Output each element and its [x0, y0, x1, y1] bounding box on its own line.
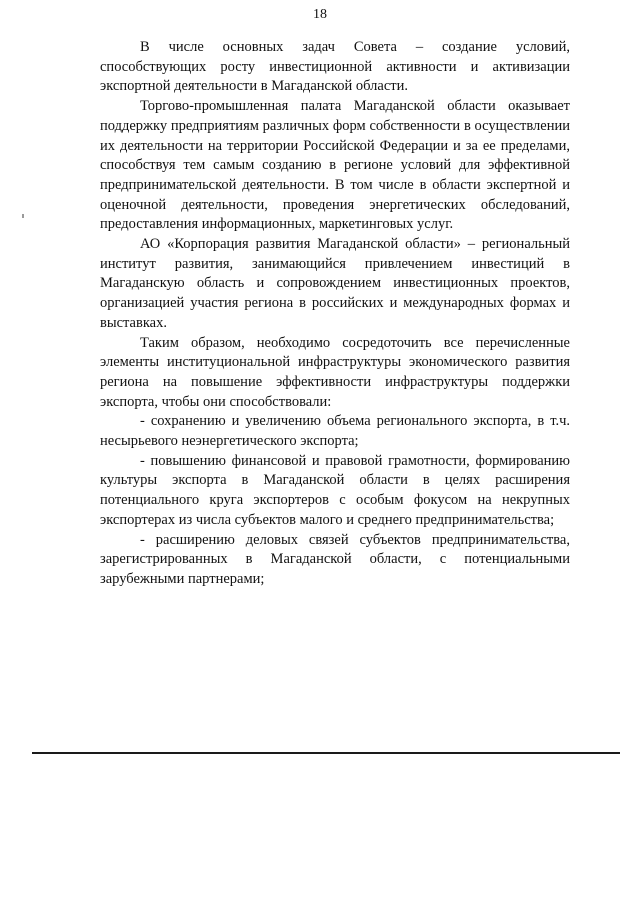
- paragraph-conclusion: Таким образом, необходимо сосредоточить все перечисленные элементы институциональной инфраструктуры экономического развития региона на повышение эффективности инфраструктуры поддержки экспорта, чтобы они способствовали:: [100, 334, 570, 410]
- paragraph-chamber-of-commerce: Торгово-промышленная палата Магаданской области оказывает поддержку предприятиям различных форм собственности в осуществлении их деятельности на территории Российской Федерации и за ее пределами, способствуя тем самым созданию в регионе условий для эффективной предпринимательской деятельности. В том числе в области экспертной и оценочной деятельности, проведения энергетических обследований, предоставления информационных, маркетинговых услуг.: [100, 98, 570, 233]
- paragraph-council-tasks: В числе основных задач Совета – создание условий, способствующих росту инвестиционной активности и активизации экспортной деятельности в Магаданской области.: [100, 39, 570, 95]
- paragraph-development-corporation: АО «Корпорация развития Магаданской области» – региональный институт развития, занимающийся привлечением инвестиций в Магаданскую область и сопровождением инвестиционных проектов, организацией участия региона в российских и международных формах и выставках.: [100, 236, 570, 331]
- page-number: 18: [313, 7, 327, 22]
- list-item-business-ties: - расширению деловых связей субъектов предпринимательства, зарегистрированных в Магаданской области, с потенциальными зарубежными партнерами;: [100, 531, 570, 587]
- body-text: [100, 38, 570, 590]
- margin-mark: [22, 214, 24, 218]
- list-item-export-growth: - сохранению и увеличению объема регионального экспорта, в т.ч. несырьевого неэнергетического экспорта;: [100, 413, 570, 450]
- list-item-financial-literacy: - повышению финансовой и правовой грамотности, формированию культуры экспорта в Магаданской области в целях расширения потенциального круга экспортеров с особым фокусом на некрупных экспортерах из числа субъектов малого и среднего предпринимательства;: [100, 452, 570, 528]
- bottom-divider: [32, 752, 620, 754]
